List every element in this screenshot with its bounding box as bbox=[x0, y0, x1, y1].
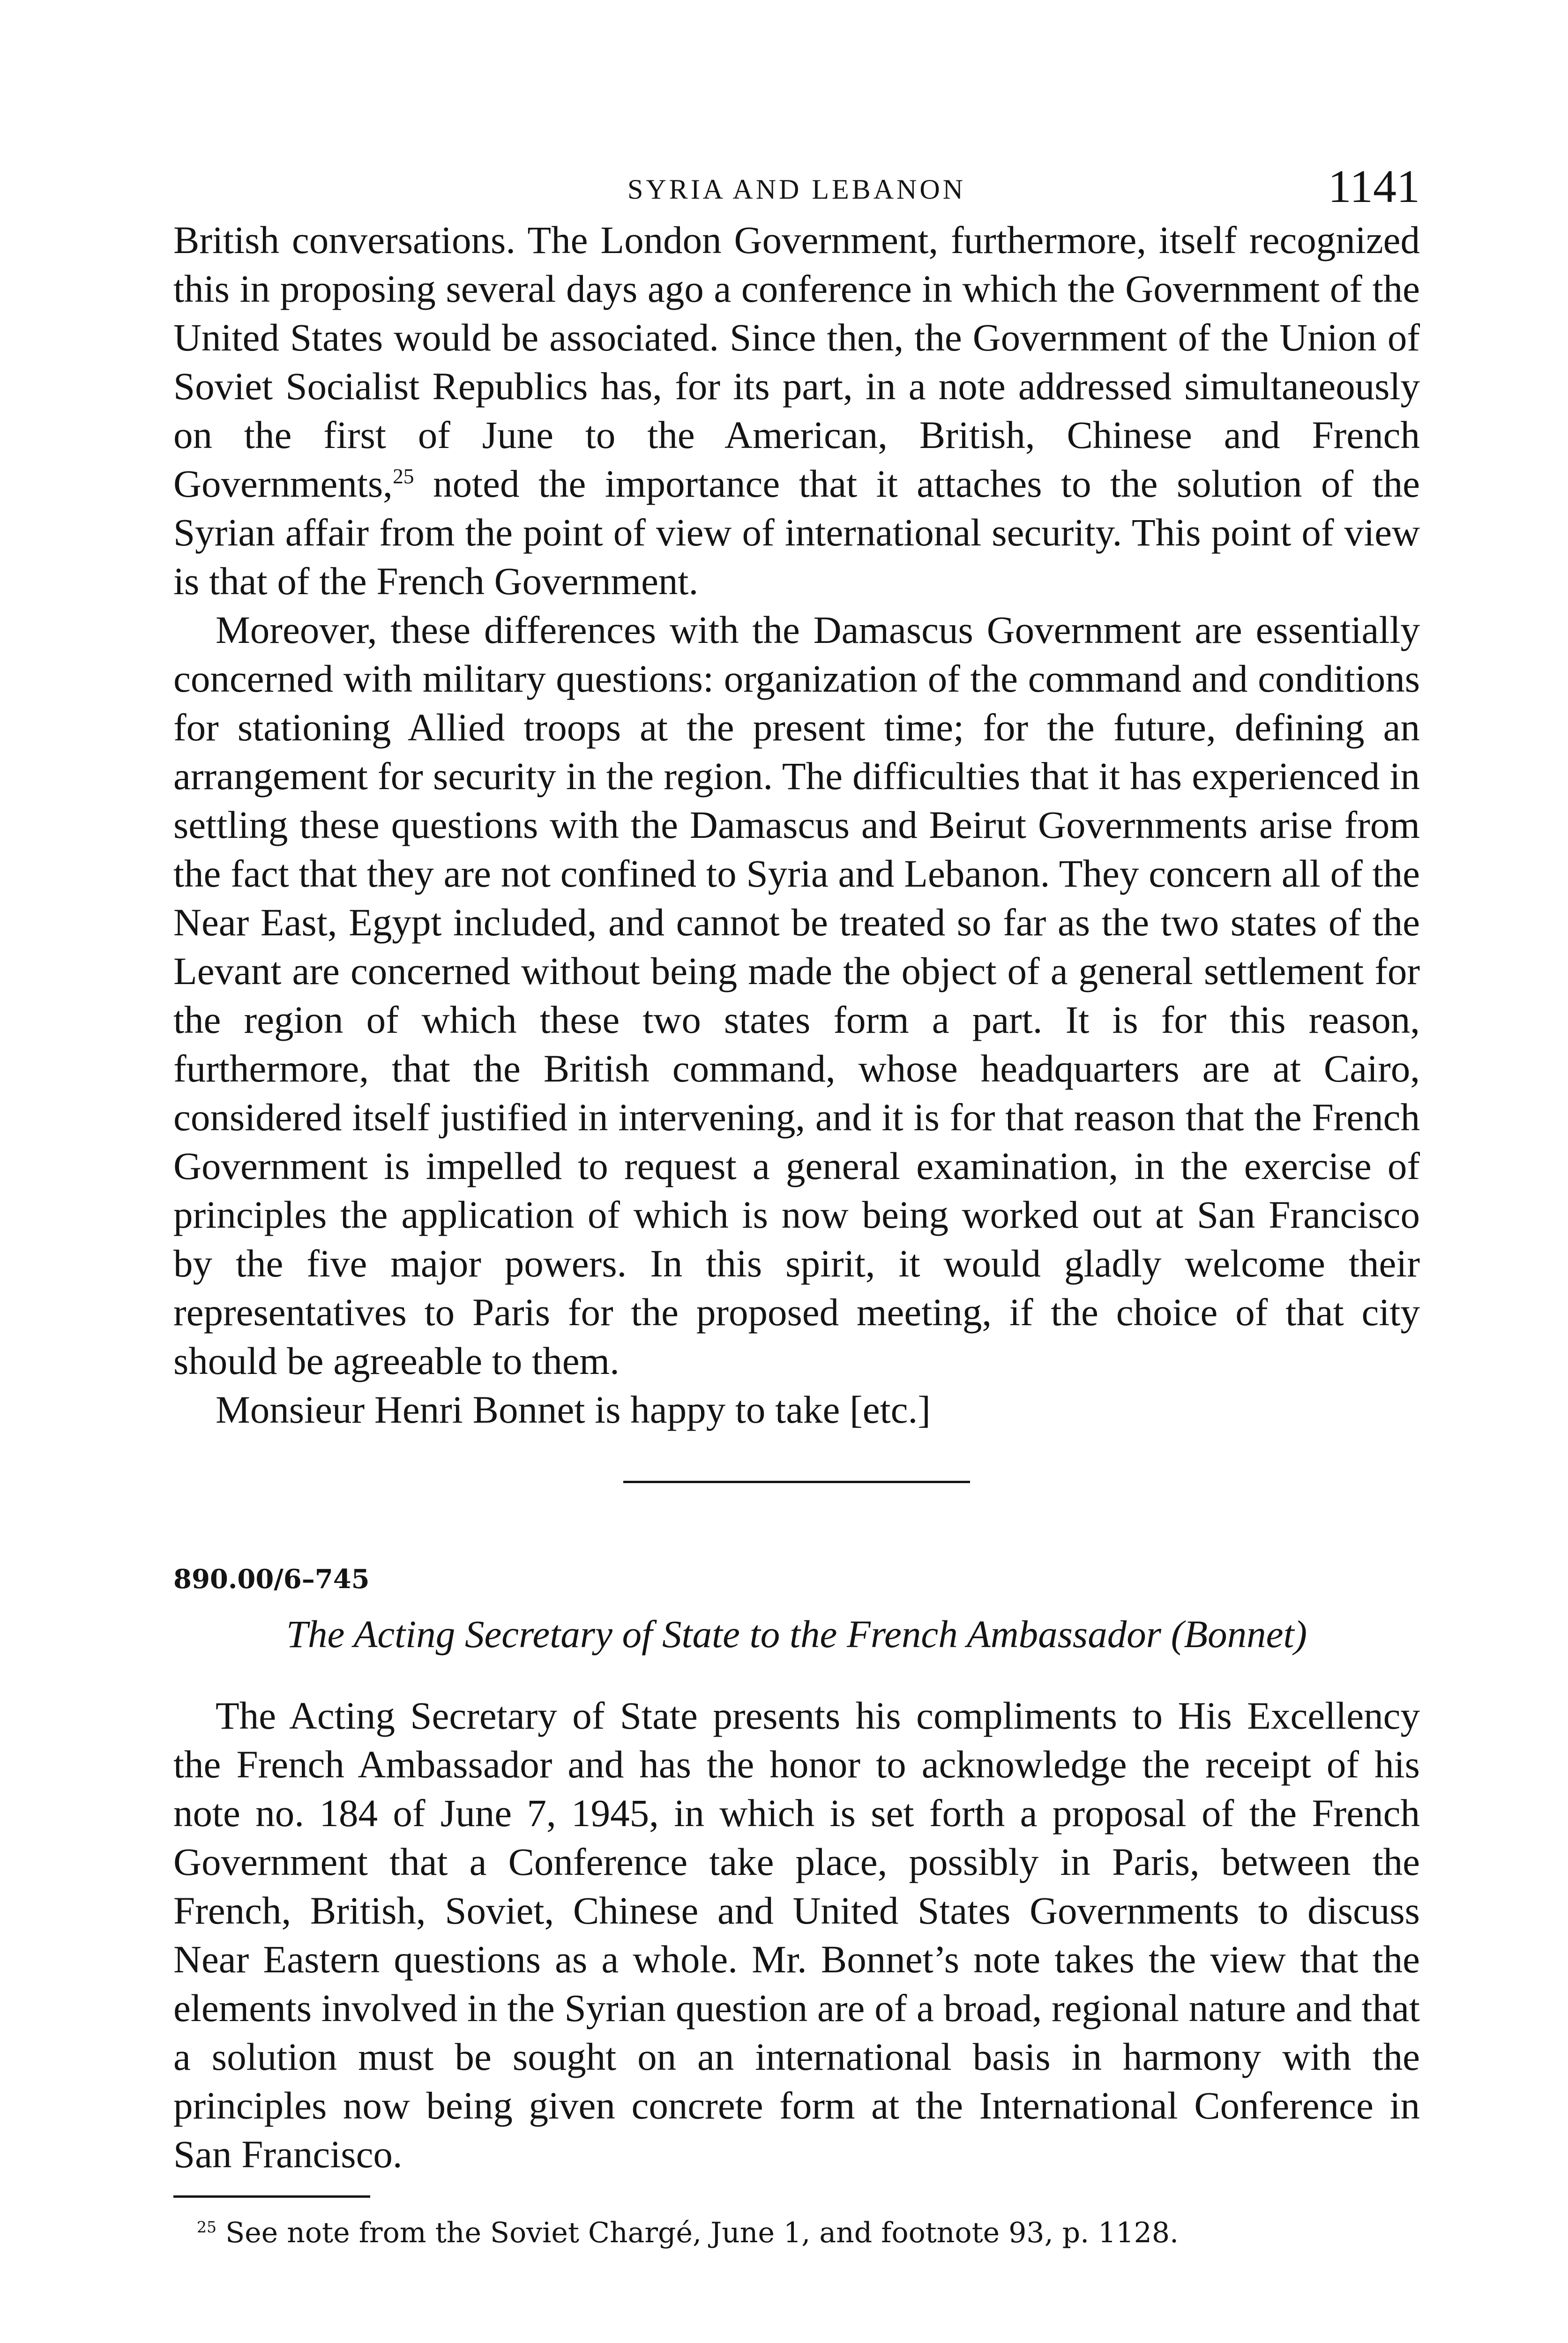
section-divider bbox=[623, 1481, 970, 1483]
footnote-reference: 25 bbox=[392, 464, 414, 488]
paragraph-text: British conversations. The London Government, furthermore, itself recognized this in proposing several days ago a conference in which the Government of the United States would be associated. Since then, the Government of the Union of Soviet Socialist Republics has, for its part, in a note addressed simultaneously on the first of June to the American, British, Chinese and French Governments, bbox=[173, 218, 1420, 505]
paragraph: Moreover, these differences with the Damascus Government are essentially concerned with military questions: organization of the command and conditions for stationing Allied troops at the present time; for the future, defining an arrangement for security in the region. The difficulties that it has experienced in settling these questions with the Damascus and Beirut Governments arise from the fact that they are not confined to Syria and Lebanon. They concern all of the Near East, Egypt included, and cannot be treated so far as the two states of the Levant are concerned without being made the object of a general settlement for the region of which these two states form a part. It is for this reason, furthermore, that the British command, whose headquarters are at Cairo, considered itself justified in intervening, and it is for that reason that the French Government is impelled to request a general examination, in the exercise of principles the application of which is now being worked out at San Francisco by the five major powers. In this spirit, it would gladly welcome their representatives to Paris for the proposed meeting, if the choice of that city should be agreeable to them. bbox=[173, 608, 1420, 1382]
file-number: 890.00/6–745 bbox=[173, 1564, 370, 1595]
closing-paragraph: Monsieur Henri Bonnet is happy to take [etc.] bbox=[216, 1388, 931, 1431]
running-head bbox=[173, 159, 1420, 216]
footnote-number: 25 bbox=[197, 2218, 217, 2236]
page-number: 1141 bbox=[1328, 160, 1420, 212]
continued-paragraph bbox=[173, 216, 1420, 605]
footnote-text: See note from the Soviet Chargé, June 1, and footnote 93, p. 1128. bbox=[217, 2216, 1179, 2249]
document-page bbox=[173, 159, 1420, 2251]
footnote-divider bbox=[173, 2195, 370, 2198]
footnote bbox=[173, 2215, 1420, 2251]
paragraph-text: noted the importance that it attaches to the solution of the Syrian affair from the point of view of international security. This point of view is that of the French Government. bbox=[173, 462, 1420, 603]
paragraph: The Acting Secretary of State presents his compliments to His Excellency the French Ambassador and has the honor to acknowledge the receipt of his note no. 184 of June 7, 1945, in which is set forth a proposal of the French Government that a Conference take place, possibly in Paris, between the French, British, Soviet, Chinese and United States Governments to discuss Near Eastern questions as a whole. Mr. Bonnet’s note takes the view that the elements involved in the Syrian question are of a broad, regional nature and that a solution must be sought on an international basis in harmony with the principles now being given concrete form at the International Conference in San Francisco. bbox=[173, 1694, 1420, 2176]
document-heading: The Acting Secretary of State to the French Ambassador (Bonnet) bbox=[286, 1612, 1307, 1656]
running-title: SYRIA AND LEBANON bbox=[627, 174, 966, 205]
